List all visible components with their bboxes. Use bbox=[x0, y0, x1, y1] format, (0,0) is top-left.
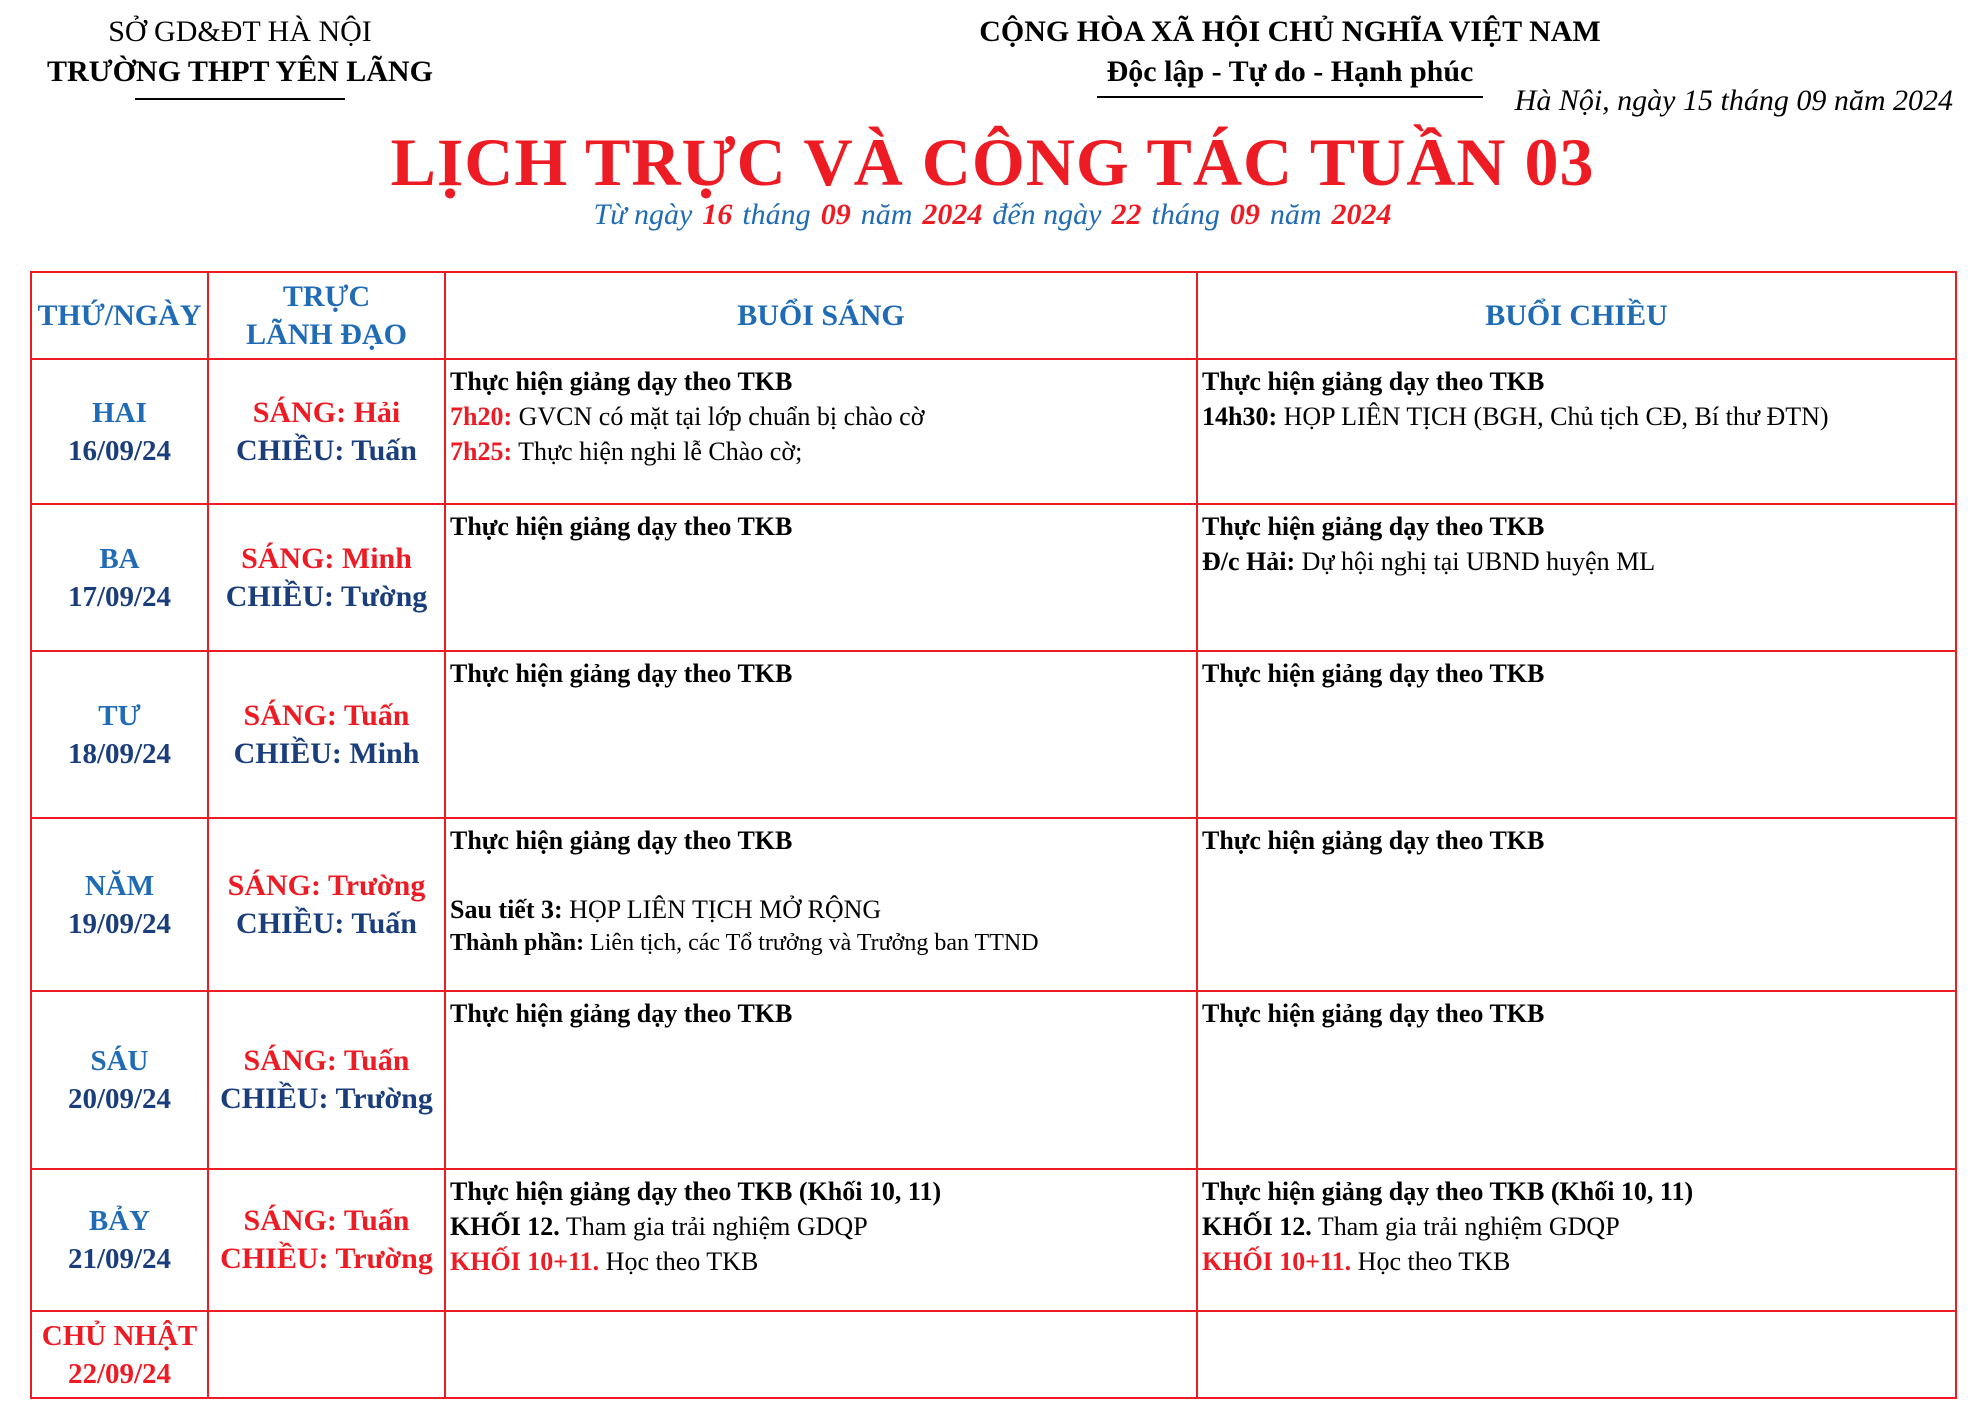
afternoon-item bbox=[1202, 544, 1951, 579]
day-date: 20/09/24 bbox=[67, 1083, 172, 1115]
leader-afternoon: CHIỀU: Trường bbox=[220, 1082, 433, 1115]
day-name: HAI bbox=[92, 396, 147, 429]
day-date: 19/09/24 bbox=[67, 907, 172, 940]
leader-afternoon: CHIỀU: Tuấn bbox=[236, 433, 417, 467]
afternoon-title: Thực hiện giảng dạy theo TKB bbox=[1202, 659, 1545, 688]
table-row bbox=[31, 359, 1956, 504]
table-row bbox=[31, 504, 1956, 651]
afternoon-item bbox=[1202, 399, 1951, 434]
day-cell bbox=[31, 359, 208, 504]
leader-morning: SÁNG: Tuấn bbox=[243, 698, 410, 732]
leader-cell bbox=[208, 991, 445, 1169]
afternoon-item bbox=[1202, 1209, 1951, 1244]
day-date: 18/09/24 bbox=[67, 737, 172, 770]
leader-morning: SÁNG: Minh bbox=[241, 541, 412, 575]
day-date: 16/09/24 bbox=[67, 434, 172, 467]
afternoon-item bbox=[1202, 1244, 1951, 1279]
header-afternoon: BUỔI CHIỀU bbox=[1197, 272, 1956, 359]
leader-afternoon: CHIỀU: Tuấn bbox=[236, 906, 417, 940]
year-word-2: năm bbox=[1269, 198, 1322, 231]
afternoon-title: Thực hiện giảng dạy theo TKB bbox=[1202, 826, 1545, 855]
item-text: Tham gia trải nghiệm GDQP bbox=[1311, 1212, 1620, 1241]
year-word-1: năm bbox=[860, 198, 913, 231]
leader-morning: SÁNG: Tuấn bbox=[243, 1044, 410, 1077]
month-word-1: tháng bbox=[742, 198, 811, 231]
day-cell bbox=[31, 818, 208, 991]
day-name: BẢY bbox=[88, 1205, 151, 1237]
leader-cell bbox=[208, 1169, 445, 1311]
day-cell bbox=[31, 991, 208, 1169]
morning-item bbox=[450, 1244, 1192, 1279]
item-label: KHỐI 12. bbox=[1202, 1212, 1312, 1241]
department-name: SỞ GD&ĐT HÀ NỘI bbox=[108, 15, 372, 48]
day-name: SÁU bbox=[90, 1045, 149, 1077]
leader-cell bbox=[208, 1311, 445, 1398]
afternoon-title: Thực hiện giảng dạy theo TKB bbox=[1202, 367, 1545, 396]
item-who: Đ/c Hải: bbox=[1202, 547, 1296, 576]
spacer bbox=[450, 858, 1192, 892]
item-label: Thành phần: bbox=[450, 930, 585, 956]
morning-cell bbox=[445, 1169, 1197, 1311]
morning-item bbox=[450, 399, 1192, 434]
table-row bbox=[31, 1169, 1956, 1311]
day-cell bbox=[31, 504, 208, 651]
issuer-underline bbox=[135, 98, 345, 100]
afternoon-cell bbox=[1197, 1169, 1956, 1311]
afternoon-title: Thực hiện giảng dạy theo TKB bbox=[1202, 512, 1545, 541]
morning-title: Thực hiện giảng dạy theo TKB (Khối 10, 11) bbox=[450, 1177, 942, 1206]
morning-title: Thực hiện giảng dạy theo TKB bbox=[450, 367, 793, 396]
table-row bbox=[31, 1311, 1956, 1398]
morning-item bbox=[450, 927, 1192, 959]
item-time: 7h20: bbox=[450, 402, 513, 431]
month-word-2: tháng bbox=[1151, 198, 1220, 231]
morning-title: Thực hiện giảng dạy theo TKB bbox=[450, 512, 793, 541]
afternoon-cell bbox=[1197, 818, 1956, 991]
morning-cell bbox=[445, 991, 1197, 1169]
to-day: 22 bbox=[1111, 198, 1142, 231]
morning-title: Thực hiện giảng dạy theo TKB bbox=[450, 999, 793, 1028]
leader-cell bbox=[208, 651, 445, 818]
leader-afternoon: CHIỀU: Minh bbox=[233, 736, 420, 770]
item-text: HỌP LIÊN TỊCH (BGH, Chủ tịch CĐ, Bí thư ĐTN) bbox=[1277, 402, 1829, 431]
to-month: 09 bbox=[1229, 198, 1260, 231]
morning-item bbox=[450, 434, 1192, 469]
place-date: Hà Nội, ngày 15 tháng 09 năm 2024 bbox=[1514, 84, 1953, 117]
republic-name: CỘNG HÒA XÃ HỘI CHỦ NGHĨA VIỆT NAM bbox=[979, 15, 1601, 48]
national-motto: Độc lập - Tự do - Hạnh phúc bbox=[1097, 52, 1484, 98]
from-word: Từ ngày bbox=[593, 198, 693, 231]
leader-morning: SÁNG: Hải bbox=[252, 395, 401, 429]
item-text: Học theo TKB bbox=[1351, 1247, 1511, 1276]
table-row bbox=[31, 991, 1956, 1169]
afternoon-cell bbox=[1197, 1311, 1956, 1398]
day-date: 22/09/24 bbox=[67, 1357, 172, 1390]
item-label: Sau tiết 3: bbox=[450, 895, 563, 924]
to-word: đến ngày bbox=[992, 198, 1102, 231]
item-text: Dự hội nghị tại UBND huyện ML bbox=[1295, 547, 1656, 576]
day-date: 21/09/24 bbox=[67, 1243, 172, 1275]
morning-title: Thực hiện giảng dạy theo TKB bbox=[450, 826, 793, 855]
day-name: CHỦ NHẬT bbox=[41, 1319, 198, 1352]
header-day: THỨ/NGÀY bbox=[31, 272, 208, 359]
afternoon-cell bbox=[1197, 651, 1956, 818]
afternoon-title: Thực hiện giảng dạy theo TKB bbox=[1202, 999, 1545, 1028]
item-label: KHỐI 10+11. bbox=[1202, 1247, 1352, 1276]
morning-title: Thực hiện giảng dạy theo TKB bbox=[450, 659, 793, 688]
day-cell bbox=[31, 1311, 208, 1398]
day-name: BA bbox=[99, 542, 140, 575]
morning-item bbox=[450, 892, 1192, 927]
item-time: 14h30: bbox=[1202, 402, 1278, 431]
afternoon-cell bbox=[1197, 359, 1956, 504]
morning-cell bbox=[445, 359, 1197, 504]
morning-cell bbox=[445, 1311, 1197, 1398]
from-month: 09 bbox=[820, 198, 851, 231]
item-text: Thực hiện nghi lễ Chào cờ; bbox=[512, 437, 803, 466]
item-text: Liên tịch, các Tổ trưởng và Trưởng ban TTND bbox=[584, 930, 1039, 956]
leader-morning: SÁNG: Tuấn bbox=[243, 1204, 410, 1237]
day-cell bbox=[31, 1169, 208, 1311]
morning-cell bbox=[445, 504, 1197, 651]
date-range bbox=[0, 198, 1985, 232]
header-leader-line1: TRỰC bbox=[282, 279, 371, 313]
item-text: Học theo TKB bbox=[599, 1247, 759, 1276]
morning-cell bbox=[445, 818, 1197, 991]
afternoon-title: Thực hiện giảng dạy theo TKB (Khối 10, 11) bbox=[1202, 1177, 1694, 1206]
morning-item bbox=[450, 1209, 1192, 1244]
day-date: 17/09/24 bbox=[67, 580, 172, 613]
day-name: NĂM bbox=[84, 869, 155, 902]
schedule-table bbox=[30, 271, 1957, 1399]
leader-cell bbox=[208, 818, 445, 991]
item-text: Tham gia trải nghiệm GDQP bbox=[559, 1212, 868, 1241]
table-header-row bbox=[31, 272, 1956, 359]
header-leader-line2: LÃNH ĐẠO bbox=[246, 317, 407, 351]
item-label: KHỐI 10+11. bbox=[450, 1247, 600, 1276]
leader-cell bbox=[208, 359, 445, 504]
morning-cell bbox=[445, 651, 1197, 818]
item-label: KHỐI 12. bbox=[450, 1212, 560, 1241]
from-day: 16 bbox=[702, 198, 733, 231]
to-year: 2024 bbox=[1331, 198, 1392, 231]
item-text: GVCN có mặt tại lớp chuẩn bị chào cờ bbox=[512, 402, 925, 431]
leader-afternoon: CHIỀU: Trường bbox=[220, 1242, 433, 1275]
school-name: TRƯỜNG THPT YÊN LÃNG bbox=[47, 55, 433, 88]
day-cell bbox=[31, 651, 208, 818]
document-title: LỊCH TRỰC VÀ CÔNG TÁC TUẦN 03 bbox=[390, 124, 1595, 200]
leader-cell bbox=[208, 504, 445, 651]
header-leader bbox=[208, 272, 445, 359]
leader-morning: SÁNG: Trường bbox=[227, 868, 426, 902]
from-year: 2024 bbox=[922, 198, 983, 231]
item-text: HỌP LIÊN TỊCH MỞ RỘNG bbox=[562, 895, 882, 924]
table-row bbox=[31, 651, 1956, 818]
day-name: TƯ bbox=[98, 699, 141, 732]
table-row bbox=[31, 818, 1956, 991]
afternoon-cell bbox=[1197, 504, 1956, 651]
header-morning: BUỔI SÁNG bbox=[445, 272, 1197, 359]
issuer-block bbox=[0, 12, 480, 100]
item-time: 7h25: bbox=[450, 437, 513, 466]
leader-afternoon: CHIỀU: Tường bbox=[225, 579, 428, 613]
afternoon-cell bbox=[1197, 991, 1956, 1169]
